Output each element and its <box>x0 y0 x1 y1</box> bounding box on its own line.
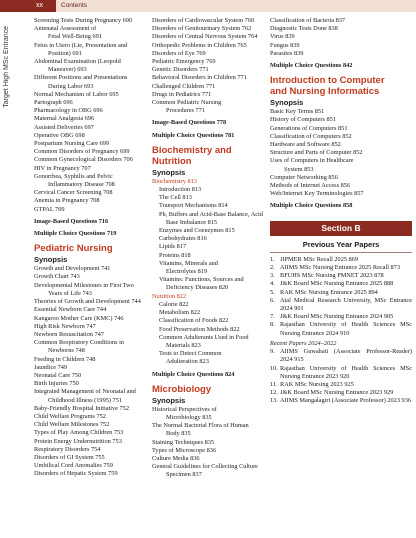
toc-entry[interactable]: Disorders of GI System 755 <box>34 453 105 461</box>
toc-entry[interactable]: General Guidelines for Collecting Culture <box>152 463 258 471</box>
paper-entry[interactable] <box>270 289 412 297</box>
list-pediatric <box>34 265 150 478</box>
toc-entry[interactable]: Disorders of Central Nervous System 764 <box>152 33 258 41</box>
toc-entry[interactable]: Generations of Computers 851 <box>270 124 348 132</box>
toc-entry[interactable]: Web/Internet Key Terminologies 857 <box>270 190 364 198</box>
toc-entry[interactable]: Deficiency Diseases 820 <box>166 284 229 292</box>
paper-number: 12. <box>270 389 278 397</box>
toc-entry[interactable]: Vitamins: Functions, Sources and <box>159 276 244 284</box>
toc-entry[interactable]: Hardware and Software 852 <box>270 141 341 149</box>
toc-entry[interactable]: Orthopedic Problems in Children 765 <box>152 41 247 49</box>
toc-entry[interactable]: Staining Techniques 835 <box>152 438 215 446</box>
section-heading-biochem <box>152 145 268 167</box>
toc-entry[interactable]: The Normal Bacterial Flora of Human <box>152 422 249 430</box>
section-heading-pediatric: Pediatric Nursing <box>34 243 113 255</box>
toc-entry[interactable]: Electrolytes 819 <box>166 268 208 276</box>
toc-entry[interactable]: Behavioral Disorders in Children 771 <box>152 74 247 82</box>
toc-entry[interactable]: Pediatric Emergency 769 <box>152 58 216 66</box>
image-questions-link[interactable]: Image-Based Questions 778 <box>152 119 227 127</box>
paper-number: 8. <box>270 321 275 329</box>
toc-entry[interactable]: Cervical Cancer Screening 708 <box>34 189 113 197</box>
section-heading-computer <box>270 75 412 97</box>
paper-number: 13. <box>270 397 278 405</box>
toc-entry[interactable]: The Cell 813 <box>159 194 192 202</box>
contents-column-3 <box>270 17 412 406</box>
toc-entry[interactable]: Antenatal Assessment of <box>34 25 97 33</box>
toc-entry[interactable]: Theories of Growth and Development 744 <box>34 298 141 306</box>
paper-entry[interactable] <box>270 256 412 264</box>
side-tab <box>0 12 16 538</box>
toc-entry[interactable]: Basic Key Terms 851 <box>270 108 325 116</box>
paper-title: AIIMS Guwahati (Associate Professor-Reader) 2024 915 <box>280 348 412 364</box>
toc-entry[interactable]: Gonorrhea, Syphilis and Pelvic <box>34 172 113 180</box>
toc-entry[interactable]: Proteins 818 <box>159 251 191 259</box>
toc-entry[interactable]: Common Respiratory Conditions in <box>34 339 125 347</box>
subsection-nutrition[interactable]: Nutrition 822 <box>152 292 187 300</box>
paper-title: RAK MSc Nursing Entrance 2025 894 <box>280 288 378 296</box>
toc-entry[interactable]: Procedures 771 <box>166 107 205 115</box>
previous-papers-heading: Previous Year Papers <box>270 241 412 253</box>
toc-entry[interactable]: Virus 839 <box>270 33 295 41</box>
toc-entry[interactable]: Classification of Foods 822 <box>159 317 229 325</box>
paper-entry[interactable] <box>270 280 412 288</box>
toc-entry[interactable]: Newborn Resuscitation 747 <box>34 330 104 338</box>
toc-entry[interactable]: Drugs in Pediatrics 771 <box>152 90 212 98</box>
toc-entry[interactable]: Fetal Well-Being 691 <box>48 33 102 41</box>
paper-number: 3. <box>270 272 275 280</box>
toc-entry[interactable]: Position) 691 <box>48 49 82 57</box>
toc-entry[interactable]: Years of Life 743 <box>48 289 92 297</box>
toc-entry[interactable]: Childhood Illness (1995) 751 <box>48 396 122 404</box>
paper-title: J&K Board MSc Nursing Entrance 2023 929 <box>280 389 394 397</box>
toc-entry[interactable]: Common Disorders of Pregnancy 699 <box>34 148 130 156</box>
toc-entry[interactable]: Metabolism 822 <box>159 309 201 317</box>
paper-entry[interactable] <box>270 348 412 364</box>
mcq-link[interactable]: Multiple Choice Questions 858 <box>270 202 353 210</box>
page-header <box>0 0 416 12</box>
toc-entry[interactable]: Maneuver) 693 <box>48 66 87 74</box>
heading-line-1: Introduction to Computer <box>270 75 385 87</box>
toc-entry[interactable]: Tests to Detect Common <box>159 350 222 358</box>
paper-title: Atal Medical Research University, MSc Entrance 2024 901 <box>280 296 412 313</box>
toc-entry[interactable]: Operative OBG 698 <box>34 131 85 139</box>
paper-number: 9. <box>270 348 275 356</box>
toc-entry[interactable]: Protein Energy Undernutrition 753 <box>34 437 122 445</box>
toc-entry[interactable]: Feeding in Children 748 <box>34 355 96 363</box>
toc-entry[interactable]: Methods of Internet Access 856 <box>270 182 351 190</box>
synopsis-heading: Synopsis <box>270 98 304 108</box>
paper-number: 4. <box>270 280 275 288</box>
paper-entry[interactable] <box>270 321 412 337</box>
toc-entry[interactable]: Vitamins, Minerals and <box>159 259 218 267</box>
side-tab-text: Target High MSc Entrance <box>3 26 10 108</box>
toc-entry[interactable]: Partograph 696 <box>34 99 73 107</box>
paper-number: 10. <box>270 364 278 372</box>
toc-entry[interactable]: Child Welfare Programs 752 <box>34 412 106 420</box>
toc-entry[interactable]: Baby-Friendly Hospital Initiative 752 <box>34 404 129 412</box>
heading-line-1: Biochemistry and <box>152 144 232 156</box>
toc-entry[interactable]: Types of Play Among Children 753 <box>34 429 124 437</box>
toc-entry[interactable]: Fungus 839 <box>270 41 300 49</box>
page-number: xx <box>0 0 56 12</box>
subsection-biochemistry[interactable]: Biochemistry 813 <box>152 177 197 185</box>
toc-entry[interactable]: History of Computers 851 <box>270 116 336 124</box>
list-papers-recent <box>270 348 412 405</box>
section-heading-micro: Microbiology <box>152 383 212 395</box>
toc-entry[interactable]: Types of Microscope 836 <box>152 446 217 454</box>
toc-entry[interactable]: Umbilical Cord Anomalies 759 <box>34 462 113 470</box>
contents-column-2 <box>152 17 268 480</box>
toc-entry[interactable]: Integrated Management of Neonatal and <box>34 388 136 396</box>
paper-title: J&K Board MSc Nursing Entrance 2025 888 <box>280 280 394 288</box>
toc-entry[interactable]: Carbohydrates 816 <box>159 235 207 243</box>
toc-entry[interactable]: Essential Newborn Care 744 <box>34 306 107 314</box>
toc-entry[interactable]: Transport Mechanisms 814 <box>159 202 228 210</box>
paper-entry[interactable] <box>270 272 412 280</box>
toc-entry[interactable]: GTPAL 709 <box>34 205 65 213</box>
toc-entry[interactable]: Historical Perspectives of <box>152 405 217 413</box>
toc-entry[interactable]: Uses of Computers in Healthcare <box>270 157 354 165</box>
mcq-link[interactable]: Multiple Choice Questions 824 <box>152 370 235 378</box>
toc-entry[interactable]: Normal Mechanism of Labor 695 <box>34 90 119 98</box>
paper-title: AIIMS Mangalagiri (Associate Professor) 2023 936 <box>280 397 411 405</box>
toc-entry[interactable]: Anemia in Pregnancy 708 <box>34 197 100 205</box>
paper-number: 5. <box>270 288 275 296</box>
image-questions-link[interactable]: Image-Based Questions 716 <box>34 217 109 225</box>
toc-entry[interactable]: Growth and Development 741 <box>34 265 111 273</box>
toc-entry[interactable]: Different Positions and Presentations <box>34 74 128 82</box>
section-b-banner: Section B <box>270 221 412 236</box>
toc-entry[interactable]: Food Preservation Methods 822 <box>159 325 240 333</box>
toc-entry[interactable]: Disorders of Genitourinary System 762 <box>152 25 252 33</box>
paper-title: BFUHS MSc Nursing PMNET 2023 878 <box>280 272 384 280</box>
toc-entry[interactable]: Newborns 748 <box>48 347 85 355</box>
toc-entry[interactable]: Structure and Parts of Computer 852 <box>270 149 363 157</box>
toc-entry[interactable]: Maternal Analgesia 696 <box>34 115 95 123</box>
toc-entry[interactable]: Body 835 <box>166 430 191 438</box>
synopsis-heading: Synopsis <box>152 395 186 405</box>
paper-entry[interactable] <box>270 297 412 313</box>
toc-entry[interactable]: Parasites 839 <box>270 49 304 57</box>
toc-entry[interactable]: Diagnostic Tests Done 838 <box>270 25 338 33</box>
toc-entry[interactable]: Child Welfare Milestones 752 <box>34 421 110 429</box>
toc-entry[interactable]: Common Adulterants Used in Food <box>159 333 249 341</box>
toc-entry[interactable]: Introduction 813 <box>159 186 202 194</box>
paper-entry[interactable] <box>270 313 412 321</box>
toc-entry[interactable]: Inflammatory Disease 708 <box>48 181 115 189</box>
toc-entry[interactable]: Classification of Computers 852 <box>270 132 352 140</box>
heading-line-2: Nutrition <box>152 155 192 167</box>
toc-entry[interactable]: Screening Tests During Pregnancy 690 <box>34 17 133 24</box>
toc-entry[interactable]: Neonatal Care 750 <box>34 371 82 379</box>
paper-title: J&K Board MSc Nursing Entrance 2024 905 <box>280 313 394 321</box>
paper-number: 11. <box>270 380 278 388</box>
paper-entry[interactable] <box>270 397 412 405</box>
toc-entry[interactable]: Abdominal Examination (Leopold <box>34 58 121 66</box>
toc-entry[interactable]: Genetic Disorders 771 <box>152 66 209 74</box>
paper-title: AIIMS MSc Nursing Entrance 2025 Recall 873 <box>280 264 400 272</box>
paper-title: JIPMER MSc Recall 2025 869 <box>280 255 359 263</box>
paper-title: RAK MSc Nursing 2023 925 <box>280 380 354 388</box>
paper-entry[interactable] <box>270 389 412 397</box>
contents-column-1 <box>34 17 150 479</box>
synopsis-heading: Synopsis <box>34 255 68 265</box>
toc-entry[interactable]: Enzymes and Coenzymes 815 <box>159 227 235 235</box>
toc-entry[interactable]: Specimen 837 <box>166 471 202 479</box>
toc-entry[interactable]: Respiratory Disorders 754 <box>34 445 101 453</box>
mcq-link[interactable]: Multiple Choice Questions 842 <box>270 62 353 70</box>
list-micro-cont <box>270 17 412 58</box>
toc-entry[interactable]: Disorders of Hepatic System 759 <box>34 470 118 478</box>
paper-title: Rajasthan University of Health Sciences MSc Nursing Entrance 2024 910 <box>280 321 412 337</box>
toc-entry[interactable]: Challenged Children 771 <box>152 82 216 90</box>
header-title: Contents <box>56 0 416 12</box>
toc-entry[interactable]: Jaundice 749 <box>34 363 68 371</box>
paper-number: 7. <box>270 313 275 321</box>
recent-papers-label: Recent Papers 2024–2022 <box>270 339 337 347</box>
mcq-link[interactable]: Multiple Choice Questions 781 <box>152 131 235 139</box>
toc-entry[interactable]: Kangaroo Mother Care (KMC) 746 <box>34 314 124 322</box>
toc-entry[interactable]: Computer Networking 856 <box>270 173 338 181</box>
toc-entry[interactable]: Culture Media 836 <box>152 454 200 462</box>
list-obg <box>34 17 150 214</box>
toc-entry[interactable]: Pharmacology in OBG 696 <box>34 107 103 115</box>
toc-entry[interactable]: Birth Injuries 750 <box>34 380 79 388</box>
toc-entry[interactable]: Growth Chart 743 <box>34 273 80 281</box>
toc-entry[interactable]: Lipids 817 <box>159 243 187 251</box>
toc-entry[interactable]: Fetus in Utero (Lie, Presentation and <box>34 41 128 49</box>
list-biochem <box>152 186 268 293</box>
paper-entry[interactable] <box>270 381 412 389</box>
toc-entry[interactable]: Disorders of Cardiovascular System 760 <box>152 17 255 24</box>
toc-entry[interactable]: High Risk Newborn 747 <box>34 322 96 330</box>
list-papers <box>270 256 412 338</box>
toc-entry[interactable]: Classification of Bacteria 837 <box>270 17 346 24</box>
paper-number: 2. <box>270 264 275 272</box>
toc-entry[interactable]: Base Imbalance 815 <box>166 218 218 226</box>
list-peds-cont <box>152 17 268 115</box>
toc-entry[interactable]: Microbiology 835 <box>166 413 212 421</box>
paper-title: Rajasthan University of Health Sciences MSc Nursing Entrance 2023 920 <box>280 364 412 380</box>
synopsis-heading: Synopsis <box>152 167 186 177</box>
toc-entry[interactable]: Common Gynecological Disorders 706 <box>34 156 133 164</box>
toc-entry[interactable]: Postpartum Nursing Care 699 <box>34 140 110 148</box>
paper-entry[interactable] <box>270 365 412 381</box>
toc-entry[interactable]: Developmental Milestones in First Two <box>34 281 134 289</box>
toc-entry[interactable]: Ph, Buffers and Acid-Base Balance, Acid <box>159 210 263 218</box>
mcq-link[interactable]: Multiple Choice Questions 719 <box>34 230 117 238</box>
list-micro <box>152 406 268 480</box>
toc-entry[interactable]: During Labor 693 <box>48 82 94 90</box>
paper-entry[interactable] <box>270 264 412 272</box>
paper-number: 1. <box>270 255 275 263</box>
toc-entry[interactable]: HIV in Pregnancy 707 <box>34 164 91 172</box>
toc-entry[interactable]: Adulteration 823 <box>166 358 209 366</box>
toc-entry[interactable]: System 853 <box>284 165 314 173</box>
toc-entry[interactable]: Assisted Deliveries 697 <box>34 123 94 131</box>
list-nutrition <box>152 301 268 367</box>
toc-entry[interactable]: Disorders of Eye 769 <box>152 49 206 57</box>
paper-number: 6. <box>270 296 275 304</box>
toc-entry[interactable]: Common Pediatric Nursing <box>152 99 222 107</box>
list-computer <box>270 108 412 198</box>
toc-entry[interactable]: Calorie 822 <box>159 300 189 308</box>
toc-entry[interactable]: Materials 823 <box>166 341 201 349</box>
heading-line-2: and Nursing Informatics <box>270 86 380 98</box>
